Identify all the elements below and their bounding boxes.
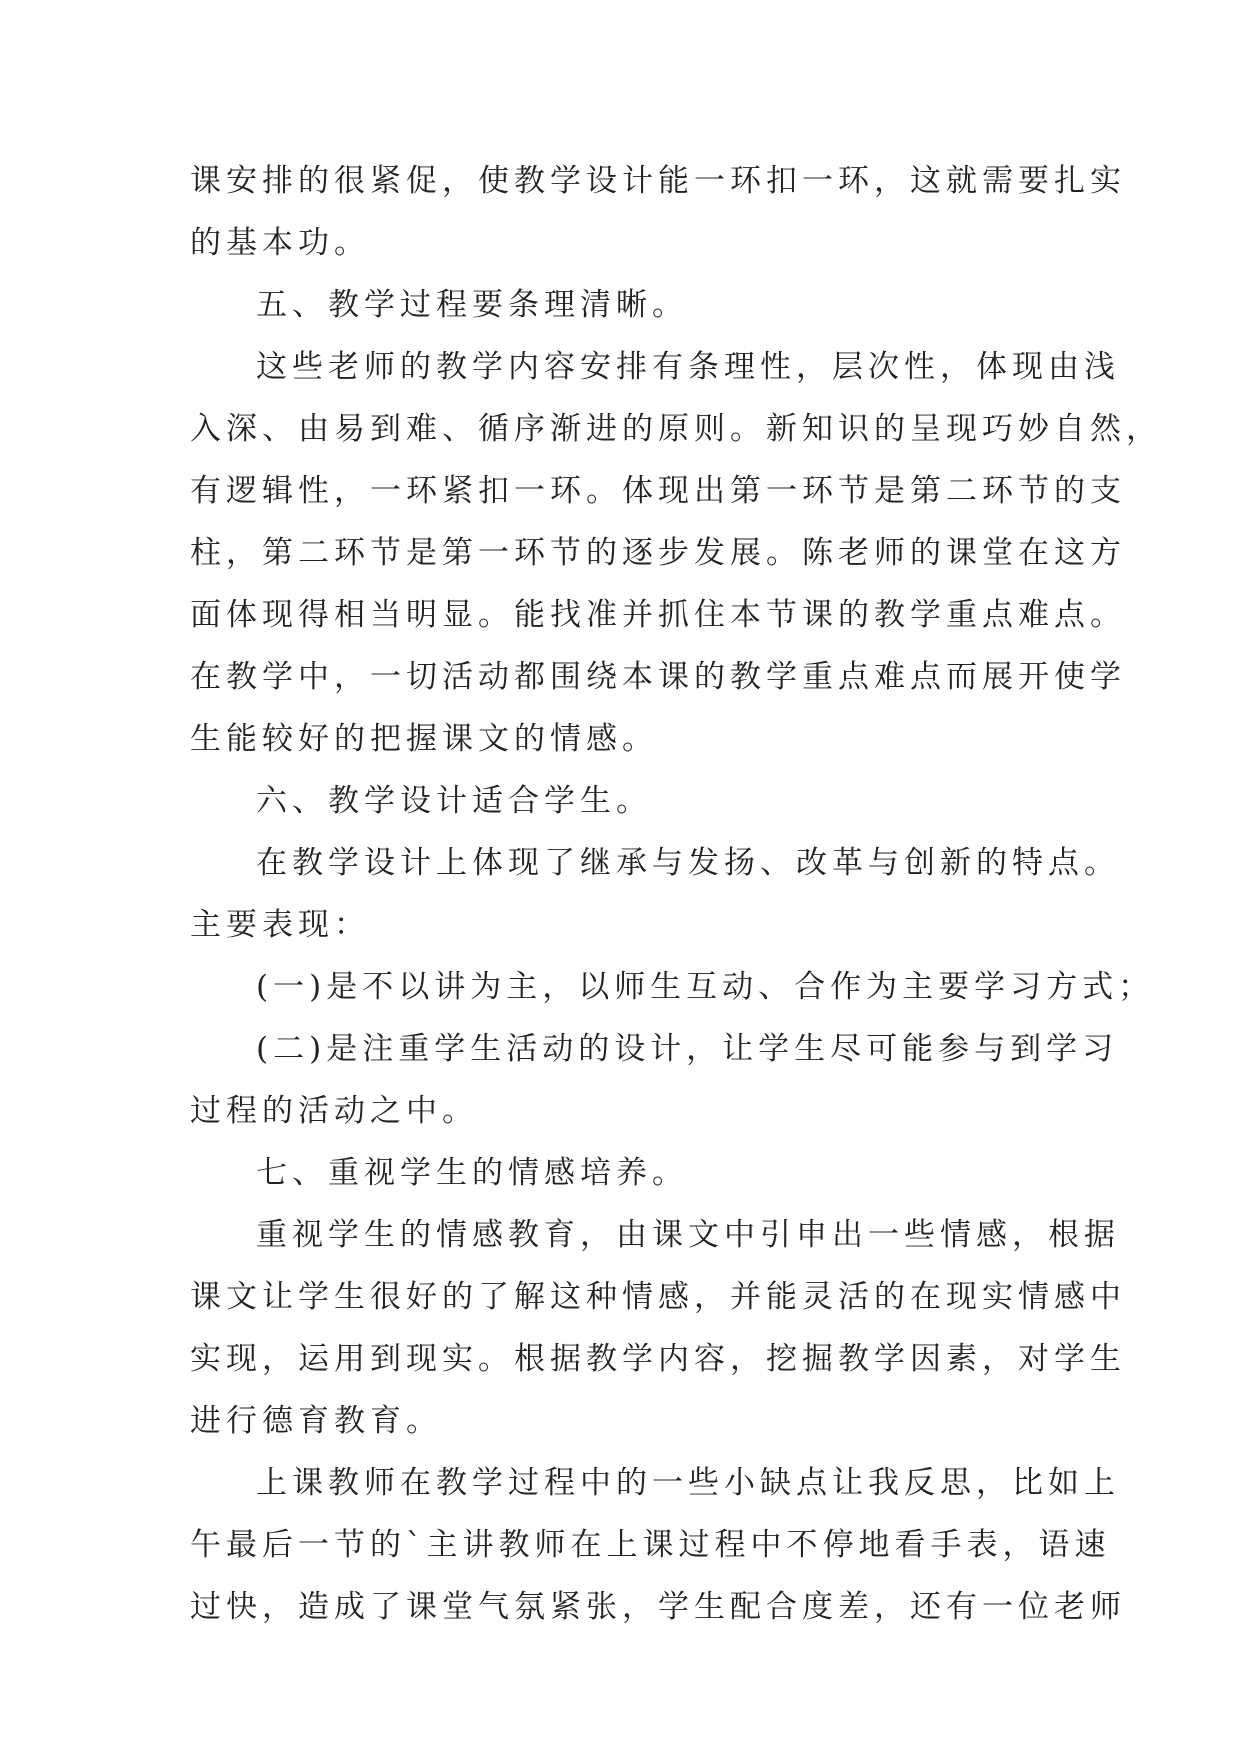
text-line: 的基本功。 bbox=[190, 225, 370, 261]
list-item: (一)是不以讲为主，以师生互动、合作为主要学习方式； bbox=[256, 969, 1155, 1005]
section-heading: 六、教学设计适合学生。 bbox=[256, 783, 652, 819]
text-line: 进行德育教育。 bbox=[190, 1403, 442, 1439]
text-line: 主要表现： bbox=[190, 907, 370, 943]
text-line: 课文让学生很好的了解这种情感，并能灵活的在现实情感中 bbox=[190, 1279, 1126, 1315]
document-body bbox=[190, 150, 1162, 1638]
text-line: 课安排的很紧促，使教学设计能一环扣一环，这就需要扎实 bbox=[190, 163, 1126, 199]
text-line: 柱，第二环节是第一环节的逐步发展。陈老师的课堂在这方 bbox=[190, 535, 1126, 571]
text-line: 过程的活动之中。 bbox=[190, 1093, 478, 1129]
text-line: 生能较好的把握课文的情感。 bbox=[190, 721, 658, 757]
section-heading: 七、重视学生的情感培养。 bbox=[256, 1155, 688, 1191]
text-line: 在教学中，一切活动都围绕本课的教学重点难点而展开使学 bbox=[190, 659, 1126, 695]
text-line: 面体现得相当明显。能找准并抓住本节课的教学重点难点。 bbox=[190, 597, 1126, 633]
text-line: 午最后一节的`主讲教师在上课过程中不停地看手表，语速 bbox=[190, 1527, 1111, 1563]
text-line: 实现，运用到现实。根据教学内容，挖掘教学因素，对学生 bbox=[190, 1341, 1126, 1377]
text-line: 在教学设计上体现了继承与发扬、改革与创新的特点。 bbox=[256, 845, 1120, 881]
list-item: (二)是注重学生活动的设计，让学生尽可能参与到学习 bbox=[256, 1031, 1119, 1067]
text-line: 过快，造成了课堂气氛紧张，学生配合度差，还有一位老师 bbox=[190, 1589, 1126, 1625]
text-line: 有逻辑性，一环紧扣一环。体现出第一环节是第二环节的支 bbox=[190, 473, 1126, 509]
text-line: 这些老师的教学内容安排有条理性，层次性，体现由浅 bbox=[256, 349, 1120, 385]
section-heading: 五、教学过程要条理清晰。 bbox=[256, 287, 688, 323]
text-line: 重视学生的情感教育，由课文中引申出一些情感，根据 bbox=[256, 1217, 1120, 1253]
text-line: 入深、由易到难、循序渐进的原则。新知识的呈现巧妙自然， bbox=[190, 411, 1162, 447]
text-line: 上课教师在教学过程中的一些小缺点让我反思，比如上 bbox=[256, 1465, 1120, 1501]
